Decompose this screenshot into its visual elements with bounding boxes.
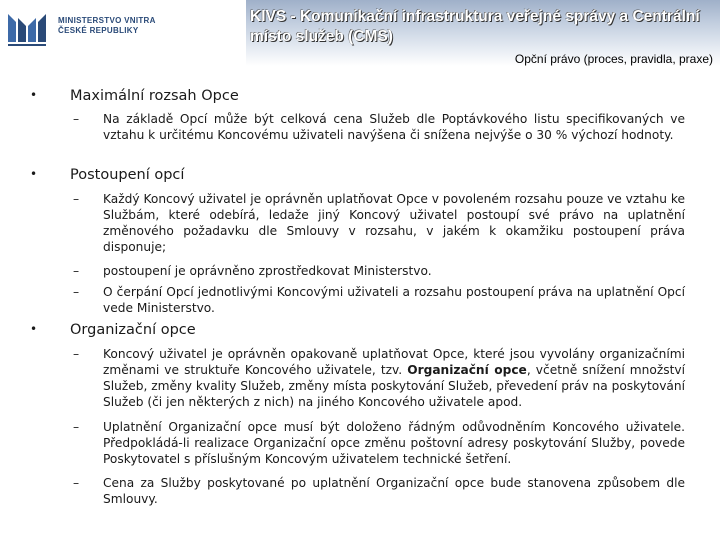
- list-item-text: Uplatnění Organizační opce musí být doloženo řádným odůvodněním Koncového uživatele. Předpokládá-li realizace Organizační opce změnu poštovní adresy poskytování Služby, povede Poskytovatel s příslušným Koncovým uživatelem technické šetření.: [103, 420, 685, 466]
- list-item: [73, 419, 685, 467]
- section-heading: [30, 322, 196, 338]
- list-item-text: Koncový uživatel je oprávněn opakovaně uplatňovat Opce, které jsou vyvolány organizačními změnami ve struktuře Koncového uživatele, tzv.: [103, 347, 685, 377]
- list-item: [73, 191, 685, 255]
- section-heading-text: Organizační opce: [70, 322, 196, 338]
- slide-subtitle: Opční právo (proces, pravidla, praxe): [514, 52, 713, 66]
- section-heading-text: Maximální rozsah Opce: [70, 88, 239, 104]
- slide-title: KIVS - Komunikační infrastruktura veřejné správy a Centrální místo služeb (CMS): [250, 8, 700, 45]
- header-banner: [0, 0, 720, 66]
- section-heading-text: Postoupení opcí: [70, 167, 185, 183]
- list-item-text: Cena za Služby poskytované po uplatnění Organizační opce bude stanovena způsobem dle Smlouvy.: [103, 476, 685, 506]
- list-item-text-continued: , včetně snížení množství Služeb, změny kvality Služeb, změny místa poskytování Služeb, převedení práv na poskytování Služeb (či jen některých z nich) na jiného Koncového uživatele apod.: [103, 363, 685, 409]
- list-item-text: postoupení je oprávněno zprostředkovat Ministerstvo.: [103, 264, 432, 278]
- ministry-name-line2: ČESKÉ REPUBLIKY: [58, 26, 139, 35]
- dash-icon: –: [73, 264, 80, 278]
- dash-icon: –: [73, 112, 80, 126]
- dash-icon: –: [73, 420, 80, 434]
- dash-icon: –: [73, 476, 80, 490]
- list-item: [73, 263, 685, 279]
- bullet-icon: •: [30, 167, 38, 181]
- list-item: [73, 284, 685, 316]
- list-item: [73, 346, 685, 410]
- bullet-icon: •: [30, 88, 38, 102]
- list-item: [73, 475, 685, 507]
- ministry-logo-icon: [6, 8, 50, 48]
- section-heading: [30, 88, 239, 104]
- ministry-name: [58, 16, 156, 36]
- list-item-text: O čerpání Opcí jednotlivými Koncovými uživateli a rozsahu postoupení práva na uplatnění Opcí vede Ministerstvo.: [103, 285, 685, 315]
- ministry-logo: [0, 0, 246, 66]
- section-heading: [30, 167, 185, 183]
- bullet-icon: •: [30, 322, 38, 336]
- highlighted-term: Organizační opce: [407, 363, 527, 377]
- dash-icon: –: [73, 285, 80, 299]
- list-item-text: Na základě Opcí může být celková cena Služeb dle Poptávkového listu specifikovaných ve vztahu k určitému Koncovému uživateli navýšena či snížena nejvýše o 30 % výchozí hodnoty.: [103, 112, 685, 142]
- dash-icon: –: [73, 192, 80, 206]
- dash-icon: –: [73, 347, 80, 361]
- list-item-text: Každý Koncový uživatel je oprávněn uplatňovat Opce v povoleném rozsahu pouze ve vztahu ke Službám, které odebírá, ledaže jiný Koncový uživatel postoupí své právo na uplatnění změnového požadavku dle Smlouvy v rozsahu, v jakém k okamžiku postoupení práva disponuje;: [103, 192, 685, 254]
- ministry-name-line1: MINISTERSTVO VNITRA: [58, 16, 156, 25]
- list-item: [73, 111, 685, 143]
